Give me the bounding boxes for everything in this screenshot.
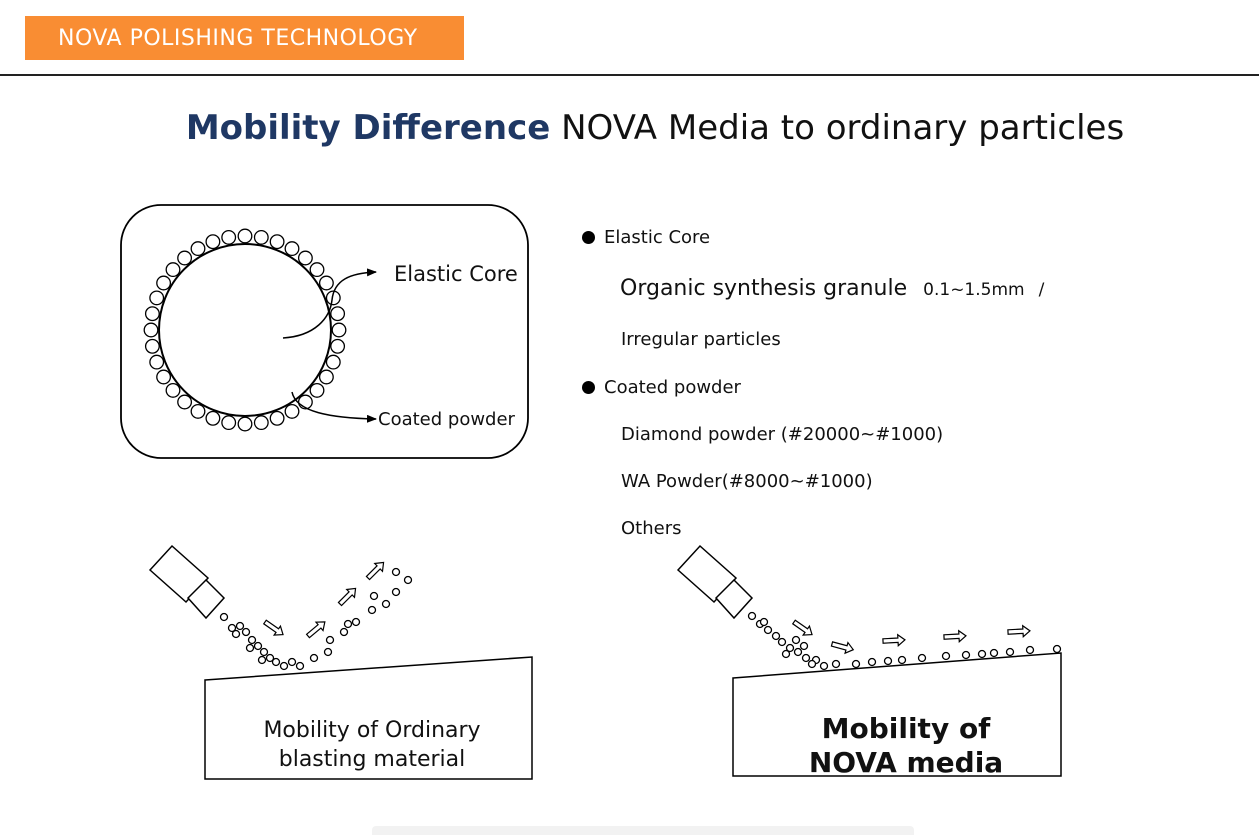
coated-powder-bead	[310, 263, 324, 277]
coated-powder-item: Others	[621, 518, 682, 539]
particle	[869, 659, 876, 666]
coated-powder-bead	[191, 242, 205, 256]
nova-label-line2: NOVA media	[808, 746, 1004, 779]
coated-powder-bead	[270, 235, 284, 249]
elastic-core-line2: Irregular particles	[621, 329, 781, 350]
bullet-coated-powder-heading: Coated powder	[604, 377, 741, 398]
coated-powder-bead	[331, 307, 345, 321]
flow-arrow	[336, 585, 359, 608]
coated-powder-beads	[144, 229, 346, 431]
particle	[991, 650, 998, 657]
coated-powder-bead	[238, 417, 252, 431]
particle	[803, 655, 810, 662]
particle	[779, 639, 786, 646]
particle	[221, 614, 228, 621]
coated-powder-bead	[157, 370, 171, 384]
flow-arrow	[1008, 625, 1031, 637]
coated-powder-bead	[178, 251, 192, 265]
elastic-core-material: Organic synthesis granule	[620, 276, 908, 301]
coated-powder-bead	[310, 384, 324, 398]
particle	[773, 633, 780, 640]
coated-powder-bead	[331, 340, 345, 354]
particle	[311, 655, 318, 662]
particle	[369, 607, 376, 614]
bullet-icon	[582, 231, 595, 244]
particle	[393, 569, 400, 576]
coated-powder-bead	[254, 416, 268, 430]
coated-powder-bead	[285, 242, 299, 256]
elastic-core-size: 0.1~1.5mm	[923, 280, 1025, 300]
particle	[297, 663, 304, 670]
coated-powder-bead	[222, 416, 236, 430]
coated-powder-bead	[166, 263, 180, 277]
bottom-panel-edge	[372, 826, 914, 835]
ordinary-nozzle	[150, 546, 224, 618]
nova-nozzle	[678, 546, 752, 618]
coated-powder-bead	[299, 395, 313, 409]
coated-powder-bead	[206, 412, 220, 426]
elastic-core-label: Elastic Core	[394, 262, 518, 286]
particle	[963, 652, 970, 659]
bullet-elastic-core	[582, 227, 710, 248]
particle	[327, 637, 334, 644]
particle	[233, 631, 240, 638]
bullet-elastic-core-heading: Elastic Core	[604, 227, 711, 248]
particle	[919, 655, 926, 662]
ordinary-particles	[221, 569, 412, 670]
elastic-core-circle	[159, 244, 331, 416]
particle	[249, 637, 256, 644]
flow-arrow	[883, 634, 906, 646]
flow-arrow	[831, 639, 855, 655]
particle	[259, 657, 266, 664]
flow-arrow	[304, 618, 328, 641]
particle	[255, 643, 262, 650]
elastic-core-separator: /	[1038, 280, 1045, 300]
coated-powder-bead	[166, 384, 180, 398]
coated-powder-bead	[146, 340, 160, 354]
particle	[809, 661, 816, 668]
particle	[237, 623, 244, 630]
elastic-core-line1	[620, 276, 1044, 301]
particle	[821, 663, 828, 670]
nova-label	[739, 712, 1073, 780]
flow-arrow	[364, 559, 387, 582]
title-highlight: Mobility Difference	[185, 108, 551, 148]
particle	[405, 577, 412, 584]
particle	[281, 663, 288, 670]
nova-label-line1: Mobility of	[821, 712, 991, 745]
particle	[853, 661, 860, 668]
title-rest: NOVA Media to ordinary particles	[550, 108, 1125, 148]
ordinary-label-line2: blasting material	[278, 747, 466, 772]
coated-powder-bead	[191, 405, 205, 419]
particle	[943, 653, 950, 660]
coated-powder-item: WA Powder(#8000~#1000)	[621, 471, 873, 492]
flow-arrow	[791, 617, 815, 639]
particle	[885, 658, 892, 665]
particle	[261, 649, 268, 656]
flow-arrow	[944, 630, 967, 642]
header-badge: NOVA POLISHING TECHNOLOGY	[25, 16, 464, 60]
ordinary-label	[205, 716, 539, 774]
particle	[383, 601, 390, 608]
flow-arrow	[262, 617, 286, 639]
particle	[243, 629, 250, 636]
coated-powder-bead	[157, 276, 171, 290]
particle	[371, 593, 378, 600]
particle	[783, 651, 790, 658]
particle	[353, 619, 360, 626]
particle	[801, 643, 808, 650]
coated-powder-bead	[178, 395, 192, 409]
coated-powder-bead	[299, 251, 313, 265]
coated-powder-bead	[144, 323, 158, 337]
particle	[795, 649, 802, 656]
bullet-coated-powder	[582, 377, 741, 398]
coated-powder-bead	[150, 355, 164, 369]
coated-powder-bead	[254, 231, 268, 245]
coated-powder-label: Coated powder	[378, 409, 515, 430]
particle	[393, 589, 400, 596]
particle	[899, 657, 906, 664]
coated-powder-bead	[320, 370, 334, 384]
bullet-icon	[582, 381, 595, 394]
particle	[979, 651, 986, 658]
coated-powder-bead	[270, 412, 284, 426]
particle	[761, 619, 768, 626]
coated-powder-bead	[146, 307, 160, 321]
coated-powder-bead	[206, 235, 220, 249]
particle	[793, 637, 800, 644]
particle	[289, 659, 296, 666]
particle	[341, 629, 348, 636]
particle	[273, 659, 280, 666]
particle	[833, 661, 840, 668]
ordinary-label-line1: Mobility of Ordinary	[263, 718, 481, 743]
coated-powder-bead	[150, 291, 164, 305]
coated-powder-bead	[332, 323, 346, 337]
particle	[1007, 649, 1014, 656]
particle	[749, 613, 756, 620]
coated-powder-item: Diamond powder (#20000~#1000)	[621, 424, 944, 445]
particle	[1054, 646, 1061, 653]
coated-powder-bead	[222, 231, 236, 245]
particle	[765, 627, 772, 634]
coated-powder-bead	[320, 276, 334, 290]
particle	[247, 645, 254, 652]
particle	[345, 621, 352, 628]
coated-powder-bead	[285, 405, 299, 419]
coated-powder-bead	[327, 355, 341, 369]
particle	[325, 649, 332, 656]
particle	[1027, 647, 1034, 654]
ordinary-flow-arrows	[262, 559, 388, 641]
coated-powder-bead	[238, 229, 252, 243]
